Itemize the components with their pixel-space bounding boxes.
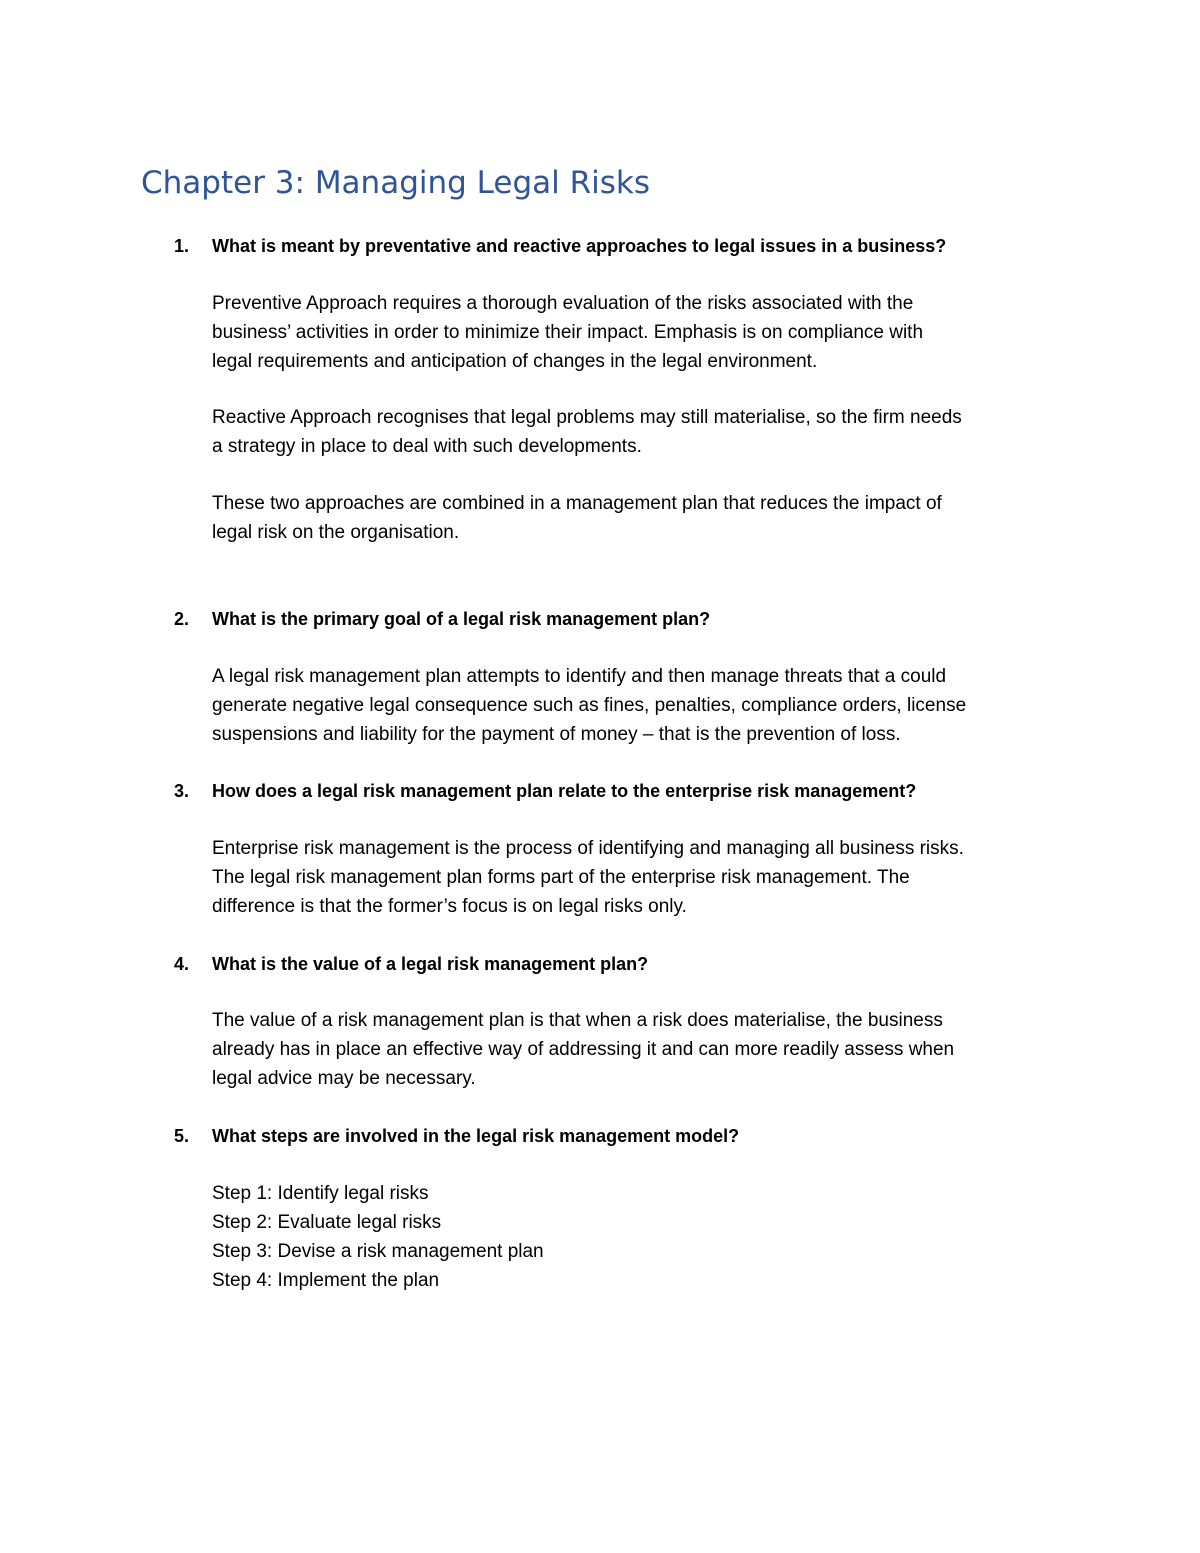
answer-line: A legal risk management plan attempts to identify and then manage threats that a could [212,666,947,687]
answer-line: Preventive Approach requires a thorough evaluation of the risks associated with the [212,293,914,314]
answer-line: business’ activities in order to minimize their impact. Emphasis is on compliance with [212,322,924,343]
question-text: How does a legal risk management plan relate to the enterprise risk management? [212,781,917,801]
answer-paragraph [212,289,1072,376]
question-text: What is the value of a legal risk management plan? [212,954,649,974]
question-number: 5. [174,1126,190,1146]
answer-paragraph [212,489,1072,547]
answer-paragraph [212,1006,1072,1093]
question-text: What steps are involved in the legal risk management model? [212,1126,740,1146]
answer-line: Reactive Approach recognises that legal problems may still materialise, so the firm needs [212,407,962,428]
answer-line: legal requirements and anticipation of changes in the legal environment. [212,351,818,372]
answer-line: legal advice may be necessary. [212,1068,476,1089]
document-title: Chapter 3: Managing Legal Risks [141,165,651,201]
answer-line: The legal risk management plan forms part of the enterprise risk management. The [212,867,910,888]
answer-line: The value of a risk management plan is that when a risk does materialise, the business [212,1010,943,1031]
answer-paragraph [212,1179,1072,1295]
answer-line: Step 4: Implement the plan [212,1270,440,1291]
question-text: What is meant by preventative and reactive approaches to legal issues in a business? [212,236,947,256]
question-number: 3. [174,781,190,801]
answer-paragraph [212,834,1072,921]
answer-paragraph [212,662,1072,749]
answer-line: Step 2: Evaluate legal risks [212,1212,442,1233]
question-number: 1. [174,236,190,256]
answer-line: legal risk on the organisation. [212,522,460,543]
answer-line: already has in place an effective way of addressing it and can more readily assess when [212,1039,955,1060]
question-text: What is the primary goal of a legal risk management plan? [212,609,711,629]
question-number: 2. [174,609,190,629]
answer-line: Step 1: Identify legal risks [212,1183,429,1204]
answer-line: generate negative legal consequence such as fines, penalties, compliance orders, license [212,695,967,716]
answer-line: Enterprise risk management is the process of identifying and managing all business risks. [212,838,964,859]
question-number: 4. [174,954,190,974]
answer-line: Step 3: Devise a risk management plan [212,1241,544,1262]
answer-paragraph [212,403,1072,461]
answer-line: suspensions and liability for the payment of money – that is the prevention of loss. [212,724,901,745]
answer-line: These two approaches are combined in a management plan that reduces the impact of [212,493,942,514]
answer-line: difference is that the former’s focus is on legal risks only. [212,896,687,917]
answer-line: a strategy in place to deal with such developments. [212,436,642,457]
